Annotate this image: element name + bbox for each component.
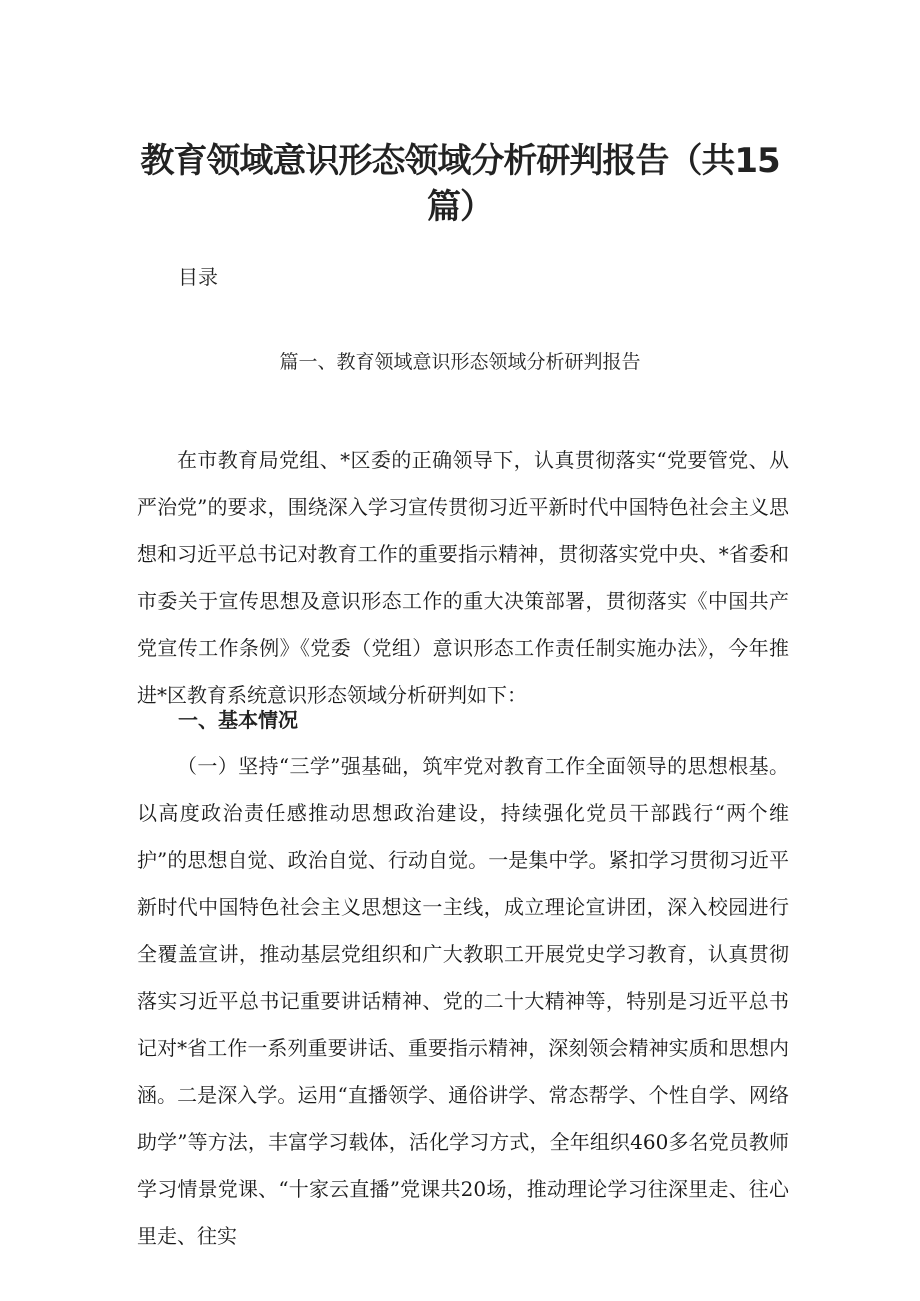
toc-label: 目录 — [178, 265, 218, 289]
paragraph-intro: 在市教育局党组、*区委的正确领导下，认真贯彻落实“党要管党、从严治党”的要求，围绕深入学习宣传贯彻习近平新时代中国特色社会主义思想和习近平总书记对教育工作的重要指示精神，贯彻落实党中央、*省委和市委关于宣传思想及意识形态工作的重大决策部署，贯彻落实《中国共产党宣传工作条例》《党委（党组）意识形态工作责任制实施办法》，今年推进*区教育系统意识形态领域分析研判如下： — [137, 448, 789, 707]
paragraph-three-studies: （一）坚持“三学”强基础，筑牢党对教育工作全面领导的思想根基。以高度政治责任感推动思想政治建设，持续强化党员干部践行“两个维护”的思想自觉、政治自觉、行动自觉。一是集中学。紧扣学习贯彻习近平新时代中国特色社会主义思想这一主线，成立理论宣讲团，深入校园进行全覆盖宣讲，推动基层党组织和广大教职工开展党史学习教育，认真贯彻落实习近平总书记重要讲话精神、党的二十大精神等，特别是习近平总书记对*省工作一系列重要讲话、重要指示精神，深刻领会精神实质和思想内涵。二是深入学。运用“直播领学、通俗讲学、常态帮学、个性自学、网络助学”等方法，丰富学习载体，活化学习方式，全年组织460多名党员教师学习情景党课、“十家云直播”党课共20场，推动理论学习往深里走、往心里走、往实 — [137, 754, 789, 1248]
heading-basic-situation: 一、基本情况 — [178, 708, 298, 732]
section-title: 篇一、教育领域意识形态领域分析研判报告 — [279, 351, 641, 373]
document-title: 教育领域意识形态领域分析研判报告（共15篇） — [140, 141, 780, 227]
